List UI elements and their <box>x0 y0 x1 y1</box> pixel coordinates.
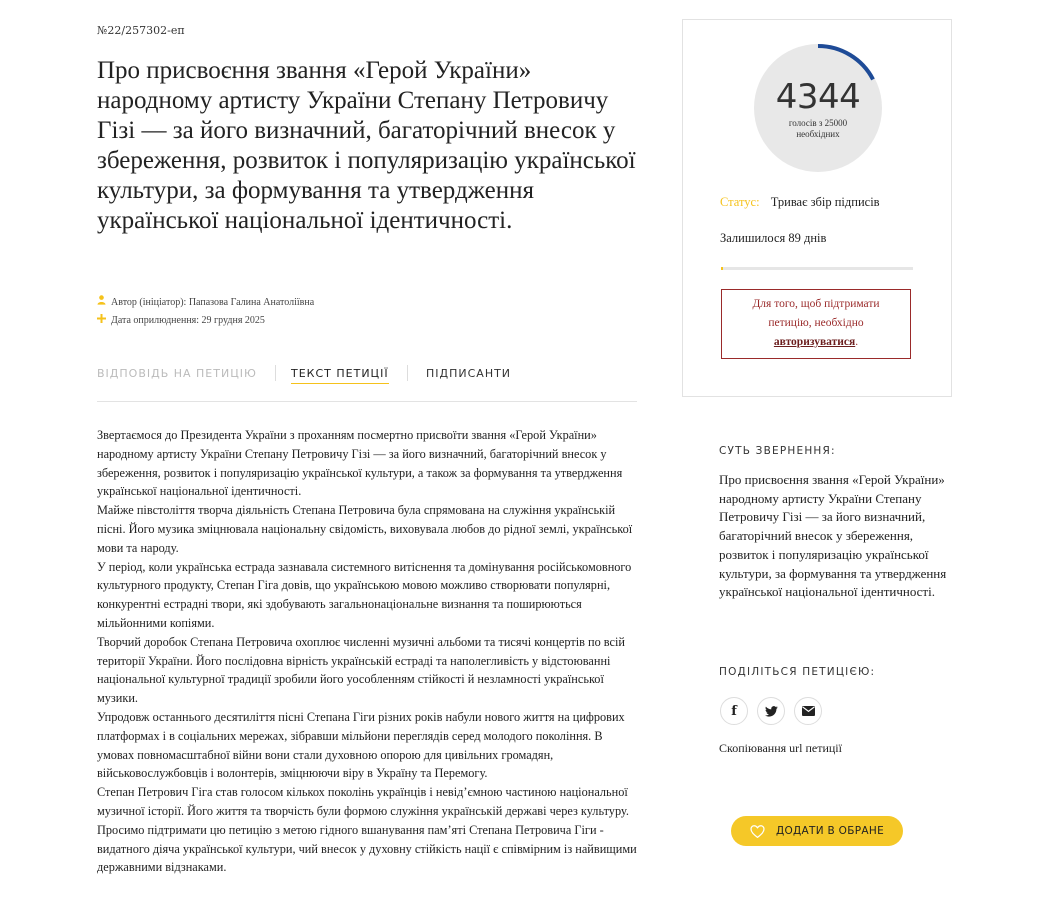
body-paragraph: Степан Петрович Гіга став голосом кількох поколінь українців і невід’ємною частиною національної музичної історії. Його життя та творчість були формою служіння українській державі через культуру. <box>97 785 629 818</box>
vote-caption-line: голосів з 25000 <box>788 118 848 128</box>
email-share-button[interactable] <box>794 697 822 725</box>
copy-url-link[interactable]: Скопіювання url петиції <box>719 741 842 755</box>
auth-notice-end: . <box>855 336 859 348</box>
heart-icon <box>750 825 765 838</box>
petition-date <box>97 314 265 326</box>
body-paragraph: Звертаємося до Президента України з проханням посмертно присвоїти звання «Герой України» народному артисту України Степану Петровичу Гізі — за його визначний, багаторічний внесок у збереження, розвиток і популяризацію української культури, а також за формування та утвердження української національної ідентичності. <box>97 428 623 499</box>
add-to-favorites-button[interactable] <box>731 816 903 846</box>
body-paragraph: Просимо підтримати цю петицію з метою гідного вшанування пам’яті Степана Петровича Гіги - видатного діяча української культури, чий внесок у духовну стійкість нації є співмірним із найвищими державними відзнаками. <box>97 822 637 875</box>
tab-petition-text[interactable]: ТЕКСТ ПЕТИЦІЇ <box>291 367 389 384</box>
days-remaining: Залишилося 89 днів <box>720 231 827 245</box>
body-paragraph: Майже півстоліття творча діяльність Степана Петровича була спрямована на служіння українській пісні. Його музика зміцнювала національну свідомість, виховувала любов до рідної землі, української мови та народу. <box>97 503 633 555</box>
facebook-share-button[interactable] <box>720 697 748 725</box>
share-heading: ПОДІЛІТЬСЯ ПЕТИЦІЄЮ: <box>719 666 876 678</box>
petition-status <box>720 195 880 210</box>
petition-number: №22/257302-еп <box>97 24 185 37</box>
vote-progress-circle <box>753 43 883 173</box>
body-paragraph: Упродовж останнього десятиліття пісні Степана Гіги різних років набули нового життя на цифрових платформах і в соціальних мережах, зібравши мільйони переглядів серед молодого покоління. В умовах повномасштабної війни вони стали духовною опорою для цивільних громадян, військовослужбовців і волонтерів, зміцнюючи віру в Україну та Перемогу. <box>97 709 625 781</box>
essence-heading: СУТЬ ЗВЕРНЕННЯ: <box>719 445 836 457</box>
email-icon <box>802 706 815 716</box>
vote-card <box>682 19 952 397</box>
date-text: Дата оприлюднення: 29 грудня 2025 <box>111 315 265 326</box>
body-paragraph: Творчий доробок Степана Петровича охоплює численні музичні альбоми та тисячі концертів по всій території України. Його послідовна вірність українській естраді та наполегливість у відстоюванні національної культурної традиції зробили його уособленням стійкості й незламності української музики. <box>97 634 625 706</box>
login-link[interactable]: авторизуватися <box>773 336 856 348</box>
twitter-icon <box>765 706 778 717</box>
status-label: Статус: <box>720 195 760 209</box>
favorite-label: ДОДАТИ В ОБРАНЕ <box>775 825 884 837</box>
tab-divider <box>275 365 276 381</box>
auth-notice-line <box>722 333 910 352</box>
petition-title: Про присвоєння звання «Герой України» народному артисту України Степану Петровичу Гізі — за його визначний, багаторічний внесок у збереження, розвиток і популяризацію української культури, за формування та утвердження української національної ідентичності. <box>97 57 636 234</box>
tab-divider <box>407 365 408 381</box>
vote-count: 4344 <box>775 77 861 117</box>
time-progress-bar <box>721 267 913 270</box>
author-text: Автор (ініціатор): Папазова Галина Анатоліївна <box>111 297 315 308</box>
essence-text: Про присвоєння звання «Герой України» народному артисту України Степану Петровичу Гізі — за його визначний, багаторічний внесок у збереження, розвиток і популяризацію української культури, за формування та утвердження української національної ідентичності. <box>719 472 947 600</box>
time-progress-fill <box>721 267 723 270</box>
petition-tabs <box>97 365 637 402</box>
twitter-share-button[interactable] <box>757 697 785 725</box>
tab-answer[interactable]: ВІДПОВІДЬ НА ПЕТИЦІЮ <box>97 367 257 380</box>
facebook-icon: f <box>731 703 737 719</box>
vote-caption-line: необхідних <box>796 129 840 139</box>
status-value: Триває збір підписів <box>770 195 880 209</box>
vote-count-caption <box>753 118 883 140</box>
auth-notice-line: Для того, щоб підтримати <box>752 298 880 310</box>
petition-author <box>97 295 314 308</box>
user-icon <box>97 295 107 308</box>
tab-signers[interactable]: ПІДПИСАНТИ <box>426 367 512 380</box>
body-paragraph: У період, коли українська естрада зазнавала системного витіснення та домінування російськомовного культурного продукту, Степан Гіга довів, що українською мовою можливо створювати популярні, конкурентні естрадні твори, які здобувають загальнонаціональне визнання та поширюються мільйонними копіями. <box>97 559 632 630</box>
auth-notice-line: петицію, необхідно <box>768 317 864 329</box>
auth-required-notice <box>721 289 911 359</box>
plus-icon <box>97 314 107 326</box>
petition-body <box>97 426 642 877</box>
